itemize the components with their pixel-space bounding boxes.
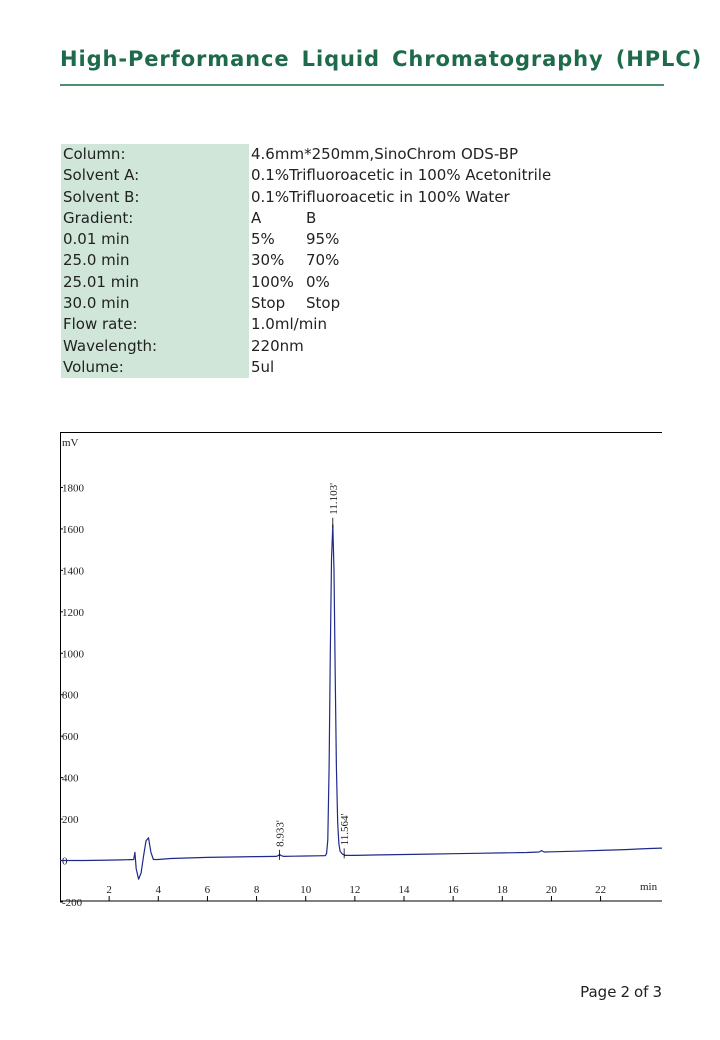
gradient-step-row [61,293,551,314]
gradient-step-time: 30.0 min [61,293,249,314]
condition-label: Wavelength: [61,336,249,357]
condition-row-flow-rate [61,314,551,335]
gradient-step-b: 0% [306,272,330,291]
gradient-header-b: B [306,208,317,227]
gradient-step-a: 5% [251,230,275,249]
peak-label: 11.564' [339,813,352,846]
x-tick-label: 2 [106,884,112,896]
chromatogram-chart [60,432,662,909]
x-tick-label: 8 [253,884,260,896]
x-tick-label: 10 [300,884,312,896]
page-number: 2 [620,983,630,1001]
gradient-step-row [61,250,551,271]
y-ticks [60,482,85,909]
condition-row-wavelength [61,336,551,357]
x-tick-label: 4 [155,884,162,896]
x-tick-label: 16 [447,884,459,896]
condition-value: 220nm [251,336,304,355]
title-divider [60,84,664,86]
x-tick-label: 22 [595,884,607,896]
condition-value: 4.6mm*250mm,SinoChrom ODS-BP [251,145,519,163]
condition-row-column [61,144,551,165]
condition-label: Solvent A: [61,165,249,186]
x-tick-label: 18 [496,884,508,896]
gradient-step-b: Stop [306,294,341,313]
condition-row-volume [61,357,551,378]
gradient-step-a: 100% [251,272,294,291]
gradient-step-row [61,229,551,250]
page-of-word: of [633,983,649,1001]
condition-row-solvent-b [61,187,551,208]
y-tick-label: 1000 [62,648,84,661]
condition-label: Flow rate: [61,314,249,335]
gradient-step-time: 0.01 min [61,229,249,250]
peak-label: 8.933' [274,820,287,847]
condition-label: Gradient: [61,208,249,229]
conditions-table [61,144,551,378]
condition-row-gradient [61,208,551,229]
condition-value: 0.1%Trifluoroacetic in 100% Acetonitrile [251,166,552,185]
gradient-step-b: 70% [306,251,340,270]
x-axis-label: min [640,881,658,893]
condition-label: Column: [61,144,249,165]
peak-label: 11.103' [327,482,340,515]
page-word: Page [580,983,617,1001]
y-tick-label: 800 [62,689,79,702]
y-tick-label: 600 [62,731,79,744]
y-tick-label: 0 [62,855,68,868]
y-tick-label: 1600 [62,523,84,536]
page-indicator [576,983,662,1001]
y-tick-label: 400 [62,772,79,785]
x-ticks [106,884,606,901]
chromatogram-svg [60,432,662,909]
condition-value: 1.0ml/min [251,315,327,334]
condition-label: Volume: [61,357,249,378]
y-tick-label: -200 [62,897,83,909]
gradient-step-time: 25.0 min [61,250,249,271]
condition-value: 5ul [251,357,275,376]
gradient-step-a: Stop [251,294,286,313]
y-tick-label: 1400 [62,565,84,578]
y-tick-label: 1200 [62,606,84,619]
x-tick-label: 20 [545,884,557,896]
condition-value: 0.1%Trifluoroacetic in 100% Water [251,187,510,206]
x-tick-label: 14 [398,884,410,896]
gradient-step-b: 95% [306,230,340,249]
x-tick-label: 6 [204,884,211,896]
condition-row-solvent-a [61,165,551,186]
y-axis-label: mV [62,437,79,449]
gradient-step-row [61,272,551,293]
gradient-header-a: A [251,208,262,227]
page-total: 3 [652,983,662,1001]
gradient-step-a: 30% [251,251,285,270]
y-tick-label: 1800 [62,482,84,495]
peak-labels [274,483,351,860]
chromatogram-trace [60,525,662,879]
page-title: High-Performance Liquid Chromatography (HPLC) [60,47,703,71]
y-tick-label: 200 [62,814,79,827]
condition-label: Solvent B: [61,187,249,208]
gradient-step-time: 25.01 min [61,272,249,293]
x-tick-label: 12 [349,884,361,896]
